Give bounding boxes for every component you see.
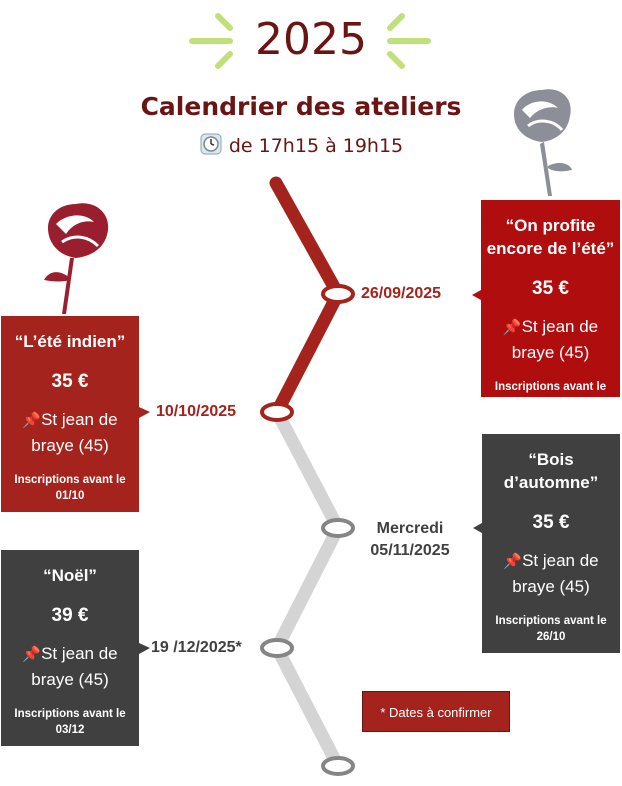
dates-note: * Dates à confirmer (362, 691, 510, 732)
workshop-price: 39 € (51, 605, 89, 626)
workshop-card (1, 550, 139, 746)
workshop-deadline: Inscriptions avant le 26/10 (495, 615, 607, 643)
page-title: Calendrier des ateliers (140, 92, 462, 121)
hours-text: de 17h15 à 19h15 (228, 135, 404, 157)
workshop-date: 26/09/2025 (361, 285, 442, 302)
workshop-date (360, 518, 460, 562)
workshop-title: “On profite encore de l’été” (486, 216, 615, 258)
workshop-location: 📌St jean de braye (45) (22, 410, 118, 455)
pin-icon: 📌 (502, 319, 522, 336)
timeline-node (323, 520, 353, 536)
workshop-date: 10/10/2025 (156, 403, 237, 420)
year-title: 2025 (255, 14, 367, 65)
workshop-date-value: 05/11/2025 (370, 542, 450, 559)
workshop-title: “Bois d’automne” (503, 450, 599, 492)
timeline-node (262, 404, 292, 420)
timeline-node (323, 758, 353, 774)
workshop-card (482, 434, 620, 653)
workshop-location: 📌St jean de braye (45) (22, 644, 118, 689)
workshop-date: 19 /12/2025* (151, 639, 242, 656)
timeline-node (262, 640, 292, 656)
pin-icon: 📌 (22, 646, 42, 663)
workshop-deadline: Inscriptions avant le 01/10 (14, 474, 126, 502)
rose-icon (36, 198, 120, 318)
workshop-card (1, 316, 139, 512)
workshop-title: “L’été indien” (14, 332, 126, 351)
workshop-deadline: Inscriptions avant le 03/12 (14, 708, 126, 736)
rose-icon (500, 84, 584, 200)
workshop-card (481, 200, 620, 409)
workshop-price: 35 € (532, 278, 569, 299)
pin-icon: 📌 (503, 553, 523, 570)
workshop-date-day: Mercredi (376, 520, 444, 537)
pin-icon: 📌 (22, 412, 42, 429)
workshop-location: 📌St jean de braye (45) (503, 551, 599, 596)
workshop-price: 35 € (51, 371, 89, 392)
workshop-location: 📌St jean de braye (45) (502, 317, 599, 362)
timeline-node (323, 286, 353, 302)
workshop-title: “Noël” (43, 566, 97, 585)
workshop-deadline: Inscriptions avant le 17/09 (494, 381, 607, 409)
workshop-price: 35 € (532, 512, 570, 533)
